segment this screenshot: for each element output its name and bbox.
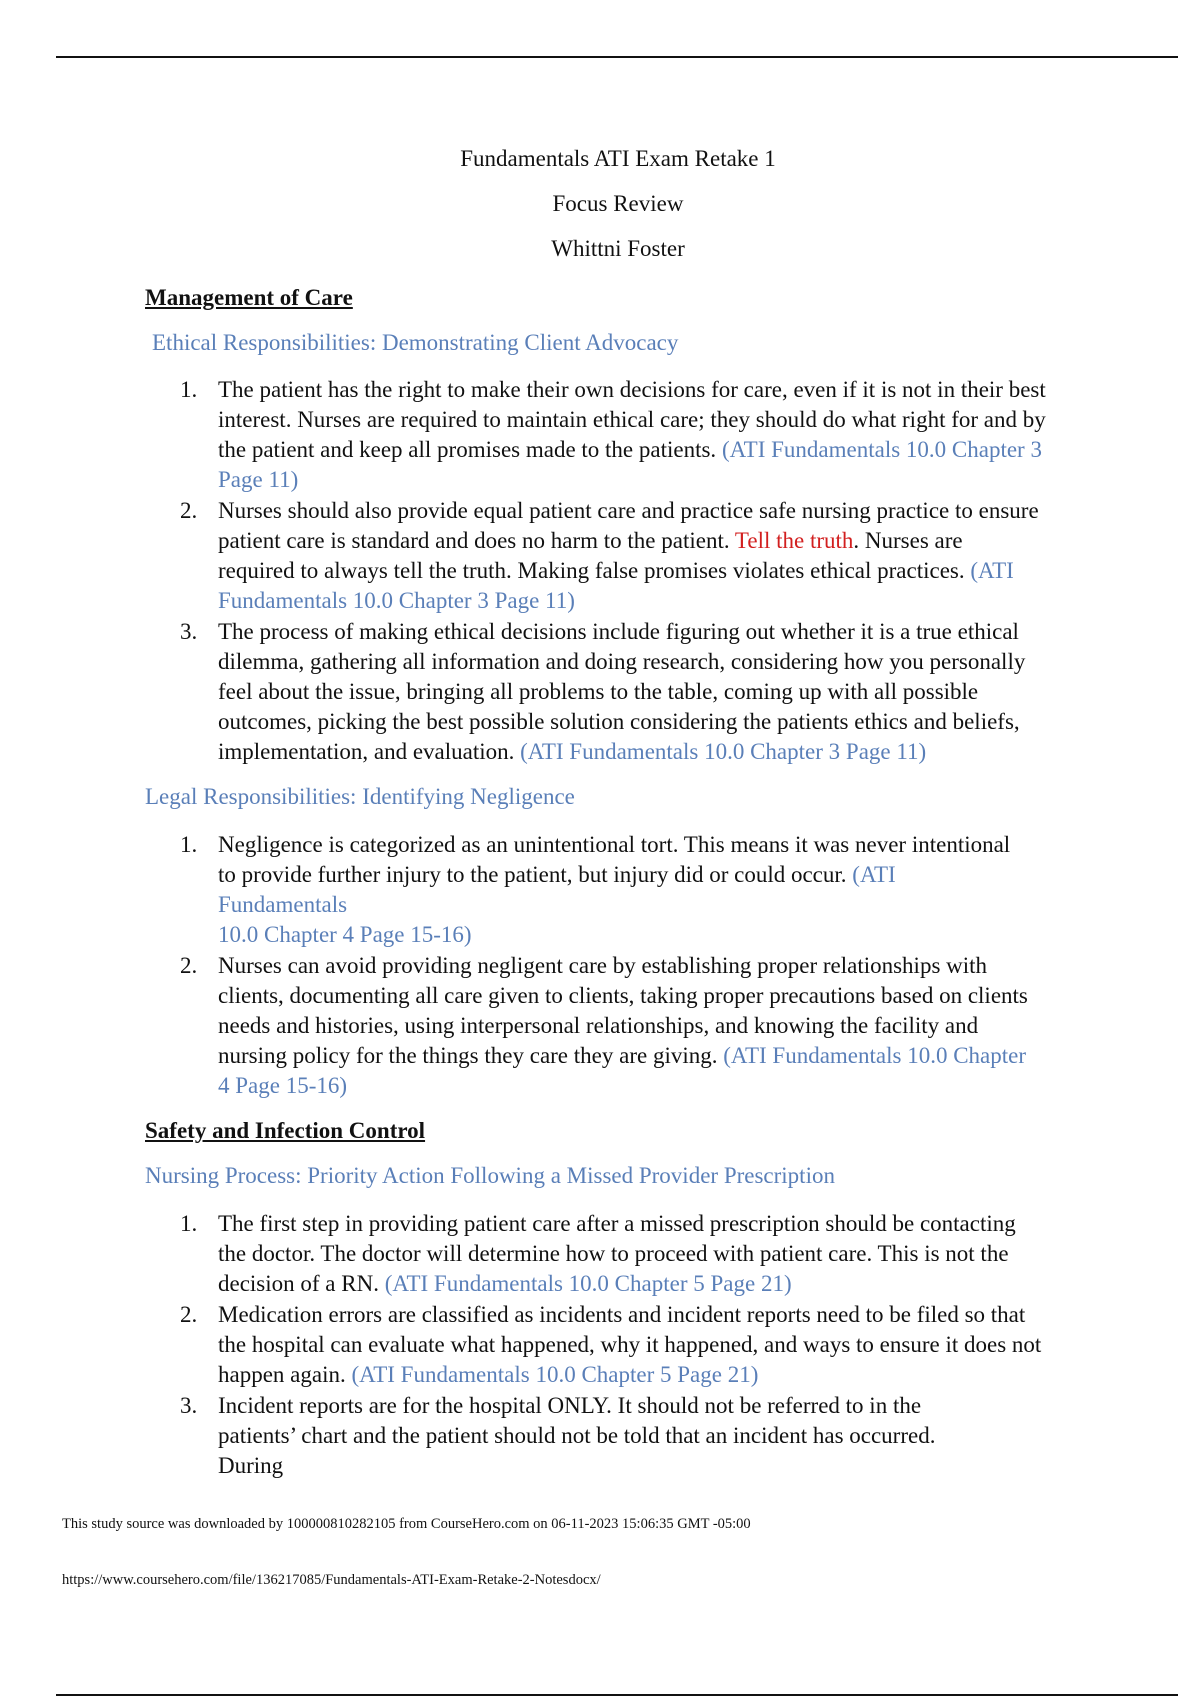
item-line: The process of making ethical decisions include figuring out whether it is a true ethical (218, 619, 1019, 644)
item-line: During (218, 1453, 284, 1478)
item-line: clients, documenting all care given to clients, taking proper precautions based on clients (218, 983, 1028, 1008)
download-note: This study source was downloaded by 100000810282105 from CourseHero.com on 06-11-2023 15:06:35 GMT -05:00 (62, 1516, 751, 1532)
highlight-text: Tell the truth (734, 528, 854, 553)
citation: (ATI Fundamentals 10.0 Chapter 3 (721, 437, 1042, 462)
item-line: feel about the issue, bringing all problems to the table, coming up with all possible (218, 679, 979, 704)
item-line: Nurses should also provide equal patient care and practice safe nursing practice to ensure (218, 498, 1039, 523)
item-line (218, 556, 1090, 586)
item-line: interest. Nurses are required to maintain ethical care; they should do what right for and by (218, 407, 1046, 432)
citation: 10.0 Chapter 4 Page 15-16) (218, 922, 472, 947)
item-number: 3. (180, 1393, 198, 1418)
source-url[interactable]: https://www.coursehero.com/file/136217085/Fundamentals-ATI-Exam-Retake-2-Notesdocx/ (62, 1572, 601, 1588)
item-text: decision of a RN. (218, 1271, 385, 1296)
top-rule (56, 56, 1178, 58)
item-line (218, 526, 1090, 556)
item-text: to provide further injury to the patient, but injury did or could occur. (218, 862, 853, 887)
item-line: dilemma, gathering all information and doing research, considering how you personally (218, 649, 1026, 674)
bottom-rule (56, 1694, 1178, 1696)
item-text: . Nurses are (853, 528, 963, 553)
citation: (ATI Fundamentals 10.0 Chapter 5 Page 21) (384, 1271, 792, 1296)
subsection-heading-nursing-process: Nursing Process: Priority Action Following a Missed Provider Prescription (145, 1163, 835, 1188)
item-number: 2. (180, 1302, 198, 1327)
item-line: the hospital can evaluate what happened, why it happened, and ways to ensure it does not (218, 1332, 1042, 1357)
item-text: patient care is standard and does no harm to the patient. (218, 528, 735, 553)
item-line: Negligence is categorized as an unintentional tort. This means it was never intentional (218, 832, 1011, 857)
item-line: Nurses can avoid providing negligent care by establishing proper relationships with (218, 953, 988, 978)
item-text: required to always tell the truth. Making false promises violates ethical practices. (218, 558, 971, 583)
section-heading-management-of-care: Management of Care (145, 285, 353, 310)
item-line: Medication errors are classified as incidents and incident reports need to be filed so that (218, 1302, 1026, 1327)
item-text: implementation, and evaluation. (218, 739, 521, 764)
item-line: outcomes, picking the best possible solution considering the patients ethics and beliefs, (218, 709, 1020, 734)
citation: (ATI (852, 862, 896, 887)
citation: 4 Page 15-16) (218, 1073, 348, 1098)
item-number: 1. (180, 832, 198, 857)
section-heading-safety: Safety and Infection Control (145, 1118, 426, 1143)
subsection-heading-ethical: Ethical Responsibilities: Demonstrating Client Advocacy (152, 330, 679, 355)
citation: (ATI Fundamentals 10.0 Chapter (723, 1043, 1027, 1068)
citation: Fundamentals (218, 892, 348, 917)
item-line (218, 1269, 1090, 1299)
item-line (218, 737, 1090, 767)
item-line (218, 860, 1090, 890)
subsection-heading-legal: Legal Responsibilities: Identifying Negligence (145, 784, 575, 809)
item-line (218, 1041, 1090, 1071)
item-line: the doctor. The doctor will determine how to proceed with patient care. This is not the (218, 1241, 1009, 1266)
citation: (ATI Fundamentals 10.0 Chapter 5 Page 21) (351, 1362, 759, 1387)
item-number: 1. (180, 1211, 198, 1236)
item-text: nursing policy for the things they care they are giving. (218, 1043, 724, 1068)
item-line: patients’ chart and the patient should not be told that an incident has occurred. (218, 1423, 936, 1448)
item-number: 2. (180, 953, 198, 978)
item-line: The patient has the right to make their own decisions for care, even if it is not in their best (218, 377, 1046, 402)
item-line (218, 1360, 1090, 1390)
item-text: the patient and keep all promises made to the patients. (218, 437, 722, 462)
item-number: 3. (180, 619, 198, 644)
citation: (ATI (970, 558, 1014, 583)
document-title: Fundamentals ATI Exam Retake 1 (460, 146, 776, 171)
item-line: needs and histories, using interpersonal relationships, and knowing the facility and (218, 1013, 979, 1038)
item-number: 2. (180, 498, 198, 523)
citation: (ATI Fundamentals 10.0 Chapter 3 Page 11) (520, 739, 927, 764)
item-number: 1. (180, 377, 198, 402)
item-line: The first step in providing patient care after a missed prescription should be contacting (218, 1211, 1016, 1236)
citation: Page 11) (218, 467, 299, 492)
item-line (218, 435, 1090, 465)
item-line: Incident reports are for the hospital ONLY. It should not be referred to in the (218, 1393, 922, 1418)
citation: Fundamentals 10.0 Chapter 3 Page 11) (218, 588, 575, 613)
document-author: Whittni Foster (551, 236, 685, 261)
item-text: happen again. (218, 1362, 352, 1387)
document-subtitle: Focus Review (552, 191, 684, 216)
